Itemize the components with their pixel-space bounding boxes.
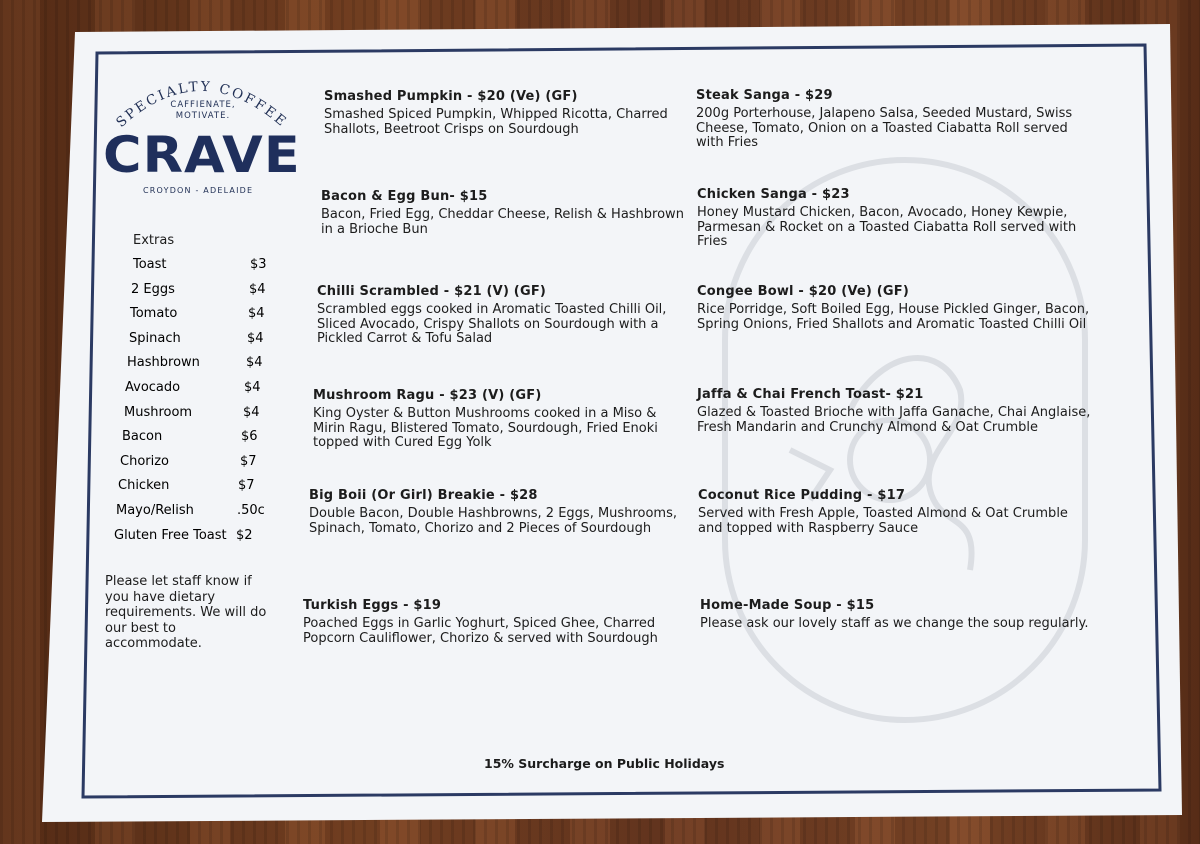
menu-item-title: Bacon & Egg Bun- $15 xyxy=(321,189,488,204)
extra-item-price: $4 xyxy=(249,281,266,297)
menu-item xyxy=(700,598,1095,632)
extra-item-name: Chicken xyxy=(118,478,170,494)
extra-item-name: Bacon xyxy=(122,429,163,445)
menu-item-title: Congee Bowl - $20 (Ve) (GF) xyxy=(697,284,910,299)
menu-item xyxy=(697,284,1092,332)
extra-item-name: Spinach xyxy=(129,330,181,346)
extra-item-price: .50c xyxy=(237,503,265,518)
tagline-line-1: CAFFIENATE, xyxy=(170,100,236,110)
extra-item-name: Hashbrown xyxy=(127,355,200,371)
extra-item-price: $4 xyxy=(248,306,265,322)
menu-item xyxy=(696,88,1091,151)
arc-text: SPECIALTY COFFEE xyxy=(113,78,291,131)
menu-item xyxy=(309,488,684,536)
menu-item xyxy=(321,189,696,237)
extras-title: Extras xyxy=(133,233,175,248)
extra-item-price: $4 xyxy=(244,380,261,395)
menu-item-title: Turkish Eggs - $19 xyxy=(303,598,442,613)
menu-item xyxy=(324,89,699,137)
extra-item-name: 2 Eggs xyxy=(131,281,175,297)
extra-item-price: $4 xyxy=(247,330,264,346)
menu-item-description: King Oyster & Button Mushrooms cooked in a Miso & Mirin Ragu, Blistered Tomato, Sourdough, Fried Enoki topped with Cured Egg Yolk xyxy=(313,406,658,450)
menu-item-description: Rice Porridge, Soft Boiled Egg, House Pickled Ginger, Bacon, Spring Onions, Fried Shallots and Aromatic Toasted Chilli Oil xyxy=(697,302,1090,332)
menu-item-title: Coconut Rice Pudding - $17 xyxy=(698,488,906,503)
menu-item-title: Steak Sanga - $29 xyxy=(696,88,833,103)
extra-item-price: $4 xyxy=(243,404,260,420)
menu-item-title: Smashed Pumpkin - $20 (Ve) (GF) xyxy=(324,89,578,104)
menu-item xyxy=(698,488,1093,536)
location-label: CROYDON - ADELAIDE xyxy=(143,186,254,195)
extra-item-name: Mayo/Relish xyxy=(116,503,194,518)
tagline xyxy=(168,100,238,122)
menu-item-description: Double Bacon, Double Hashbrowns, 2 Eggs, Mushrooms, Spinach, Tomato, Chorizo and 2 Pieces of Sourdough xyxy=(309,506,677,536)
menu-item-description: Glazed & Toasted Brioche with Jaffa Ganache, Chai Anglaise, Fresh Mandarin and Crunchy Almond & Oat Crumble xyxy=(697,405,1091,435)
menu-item-title: Big Boii (Or Girl) Breakie - $28 xyxy=(309,488,538,503)
dietary-note: Please let staff know if you have dietary requirements. We will do our best to accommodate. xyxy=(105,574,267,651)
tagline-line-2: MOTIVATE. xyxy=(175,111,231,121)
menu-item xyxy=(697,187,1092,250)
extra-item-name: Mushroom xyxy=(124,404,193,420)
extra-item-price: $7 xyxy=(240,453,257,469)
menu-item-title: Home-Made Soup - $15 xyxy=(700,598,875,613)
extra-item-price: $3 xyxy=(250,257,267,272)
brand-logo: CRAVE xyxy=(103,126,301,184)
menu-item xyxy=(303,598,678,646)
extra-item-price: $4 xyxy=(246,355,263,371)
extra-item-price: $2 xyxy=(236,527,253,543)
menu-item-title: Chicken Sanga - $23 xyxy=(697,187,850,202)
menu-item-description: Please ask our lovely staff as we change the soup regularly. xyxy=(700,616,1089,631)
menu-item-description: Poached Eggs in Garlic Yoghurt, Spiced Ghee, Charred Popcorn Cauliflower, Chorizo & served with Sourdough xyxy=(303,616,658,646)
extra-item-name: Chorizo xyxy=(120,453,170,469)
extra-item-price: $7 xyxy=(238,478,255,494)
extra-item-name: Toast xyxy=(133,257,167,272)
menu-item-title: Jaffa & Chai French Toast- $21 xyxy=(697,387,924,402)
menu-item-description: Honey Mustard Chicken, Bacon, Avocado, Honey Kewpie, Parmesan & Rocket on a Toasted Ciabatta Roll served with Fries xyxy=(697,205,1077,249)
extra-item-name: Avocado xyxy=(125,380,181,395)
menu-item-title: Mushroom Ragu - $23 (V) (GF) xyxy=(313,388,542,403)
menu-item xyxy=(313,388,688,451)
menu-item-description: Bacon, Fried Egg, Cheddar Cheese, Relish & Hashbrown in a Brioche Bun xyxy=(321,207,684,237)
menu-item xyxy=(697,387,1092,435)
menu-item xyxy=(317,284,692,347)
extra-item-name: Tomato xyxy=(130,306,178,322)
surcharge-note: 15% Surcharge on Public Holidays xyxy=(484,756,725,771)
extra-item-name: Gluten Free Toast xyxy=(114,527,227,543)
menu-item-description: Served with Fresh Apple, Toasted Almond & Oat Crumble and topped with Raspberry Sauce xyxy=(698,506,1068,536)
menu-item-description: 200g Porterhouse, Jalapeno Salsa, Seeded Mustard, Swiss Cheese, Tomato, Onion on a Toasted Ciabatta Roll served with Fries xyxy=(696,106,1073,150)
menu-item-title: Chilli Scrambled - $21 (V) (GF) xyxy=(317,284,547,299)
menu-item-description: Smashed Spiced Pumpkin, Whipped Ricotta, Charred Shallots, Beetroot Crisps on Sourdough xyxy=(324,107,668,137)
menu-item-description: Scrambled eggs cooked in Aromatic Toasted Chilli Oil, Sliced Avocado, Crispy Shallots on Sourdough with a Pickled Carrot & Tofu Salad xyxy=(317,302,667,346)
extra-item-price: $6 xyxy=(241,429,258,445)
